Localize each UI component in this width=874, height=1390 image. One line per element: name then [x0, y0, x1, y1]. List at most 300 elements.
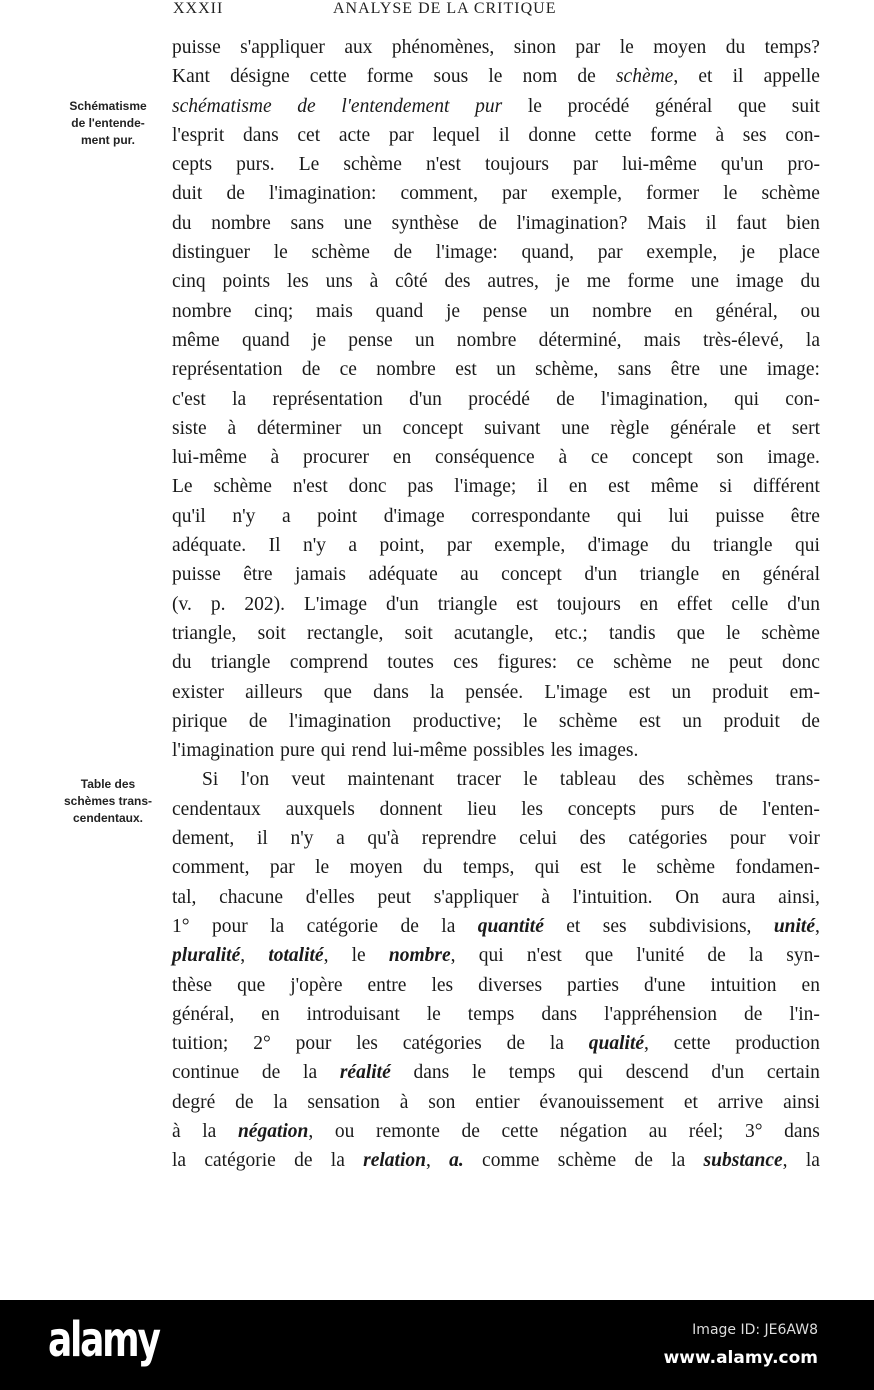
word: de [400, 915, 419, 937]
word: l'imagination, [600, 388, 708, 410]
word: comprend [289, 652, 368, 674]
word: l'esprit [172, 124, 225, 146]
word: ses [602, 915, 627, 937]
word: certain [766, 1062, 820, 1084]
word: pense [482, 300, 528, 322]
word: au [648, 1120, 668, 1142]
word: donne [528, 124, 577, 146]
text-line [172, 824, 820, 853]
word: qualité, [588, 1033, 649, 1055]
word: négation, [237, 1120, 314, 1142]
text-line [172, 414, 820, 443]
margin-note-line: cendentaux. [72, 811, 144, 825]
word: en [392, 447, 412, 469]
word: figures: [497, 652, 558, 674]
margin-note-line: de l'entende- [71, 116, 145, 130]
word: con- [785, 388, 820, 410]
word: très-élevé, [702, 329, 784, 351]
word: pur [475, 95, 503, 117]
word: cendentaux [172, 798, 261, 820]
word: je [311, 329, 326, 351]
word: son [716, 447, 744, 469]
word: la [270, 915, 285, 937]
word: nombre [592, 300, 652, 322]
word: puisse [715, 505, 765, 527]
word: c'est [172, 388, 206, 410]
word: nombre [456, 329, 517, 351]
word: l'unité [636, 945, 685, 967]
word: le [273, 242, 288, 264]
word: désigne [230, 66, 290, 88]
word: être [243, 564, 273, 586]
word: et [698, 66, 713, 88]
word: subdivisions, [649, 915, 752, 937]
word: le [726, 622, 741, 644]
word: soit [404, 622, 433, 644]
word: maintenant [347, 769, 435, 791]
word: puisse [172, 564, 221, 586]
word: concept [501, 564, 562, 586]
word: dans [784, 1120, 820, 1142]
word: p. [210, 593, 226, 615]
word: général, [715, 300, 778, 322]
word: ce [576, 652, 594, 674]
word: d'un [584, 564, 618, 586]
word: et [683, 1091, 698, 1113]
word: n'y [232, 505, 256, 527]
text-line [172, 941, 820, 970]
text-line [172, 443, 820, 472]
word: schème [311, 242, 370, 264]
word: a [348, 535, 358, 557]
word: de [226, 183, 245, 205]
word: veut [291, 769, 326, 791]
word: forme [366, 66, 414, 88]
word: même [172, 329, 220, 351]
text-line [172, 707, 820, 736]
word: a. [449, 1150, 464, 1172]
word: qu'il [172, 505, 206, 527]
word: sans [290, 212, 325, 234]
word: qui [794, 535, 820, 557]
word: ainsi, [778, 886, 820, 908]
word: la [805, 1150, 820, 1172]
word: une [343, 212, 372, 234]
text-line [172, 472, 820, 501]
word: que [323, 681, 352, 703]
word: pour [211, 915, 248, 937]
word: appelle [763, 66, 820, 88]
word: triangle [437, 593, 498, 615]
word: L'image [303, 593, 368, 615]
word: les [287, 271, 309, 293]
word: image: [766, 359, 820, 381]
word: quand, [521, 242, 575, 264]
word: ou [800, 300, 820, 322]
word: purs [660, 798, 695, 820]
word: entier [475, 1091, 520, 1113]
word: schème [558, 710, 618, 732]
word: représentation [272, 388, 383, 410]
word: 1° [172, 915, 190, 937]
word: quantité [477, 915, 544, 937]
word: suit [791, 95, 820, 117]
body-text [172, 33, 820, 1176]
word: que [737, 95, 767, 117]
word: adéquate. [172, 535, 247, 557]
word: nombre [376, 359, 436, 381]
word: de [248, 710, 268, 732]
text-line [172, 179, 820, 208]
word: cepts [172, 154, 213, 176]
word: dans [413, 1062, 450, 1084]
word: substance, [703, 1150, 788, 1172]
word: peut [728, 652, 763, 674]
word: pour [730, 828, 766, 850]
word: qui [616, 505, 642, 527]
word: l'intuition. [572, 886, 653, 908]
word: la [232, 388, 247, 410]
word: du [725, 37, 746, 58]
word: catégorie [306, 915, 379, 937]
word: d'elles [305, 886, 355, 908]
word: schème [557, 1150, 617, 1172]
word: le [723, 183, 738, 205]
word: ainsi [783, 1091, 820, 1113]
word: le [527, 95, 542, 117]
word: de [393, 242, 413, 264]
word: 3° [744, 1120, 763, 1142]
word: puisse [172, 37, 221, 58]
word: toujours [556, 593, 621, 615]
word: remonte [375, 1120, 440, 1142]
word: (v. [172, 593, 192, 615]
word: un [682, 710, 702, 732]
word: de [707, 945, 726, 967]
word: quand [375, 300, 424, 322]
word: pirique [172, 710, 228, 732]
word: générale [670, 417, 737, 439]
word: schème [761, 183, 820, 205]
word: moyen [653, 37, 707, 58]
word: introduisant [306, 1003, 400, 1025]
word: produit [723, 710, 780, 732]
word: la [749, 945, 764, 967]
word: parties [567, 974, 620, 996]
word: sensation [307, 1091, 380, 1113]
word: lequel [432, 124, 481, 146]
word: l'enten- [762, 798, 820, 820]
word: un [671, 681, 691, 703]
word: forme [627, 271, 674, 293]
word: Le [172, 476, 193, 498]
word: la [172, 1150, 187, 1172]
margin-note-line: Table des [80, 777, 136, 791]
word: produit [712, 681, 769, 703]
word: en [674, 300, 693, 322]
word: l'entendement [341, 95, 450, 117]
word: schème [613, 652, 672, 674]
word: à [541, 886, 550, 908]
word: pense [348, 329, 393, 351]
word: par [269, 857, 295, 879]
word: le [619, 37, 634, 58]
word: dans [242, 124, 279, 146]
word: pas [407, 476, 434, 498]
word: peut [377, 886, 412, 908]
word: la [303, 1062, 318, 1084]
word: unité, [773, 915, 820, 937]
word: dement, [172, 828, 235, 850]
word: des [579, 828, 606, 850]
word: du [671, 535, 691, 557]
word: le [471, 1062, 487, 1084]
word: mais [643, 329, 681, 351]
word: dans [541, 1003, 578, 1025]
word: soit [257, 622, 286, 644]
word: ce [339, 359, 357, 381]
word: il [732, 66, 744, 88]
text-line [172, 62, 820, 91]
word: Si [202, 769, 219, 791]
word: possibles [473, 740, 545, 762]
word: les [431, 974, 454, 996]
word: images. [578, 740, 639, 762]
word: la [429, 681, 445, 703]
word: n'y [302, 535, 326, 557]
word: de [301, 359, 321, 381]
word: ailleurs [245, 681, 303, 703]
word: comment, [172, 857, 250, 879]
word: du [423, 857, 443, 879]
word: point, [379, 535, 425, 557]
word: différent [753, 476, 820, 498]
word: et [566, 915, 581, 937]
text-line [172, 267, 820, 296]
text-line [172, 765, 820, 794]
word: schème [761, 622, 820, 644]
word: comme [482, 1150, 540, 1172]
word: Kant [172, 66, 210, 88]
word: mais [316, 300, 353, 322]
word: n'est [526, 945, 562, 967]
word: de [556, 388, 575, 410]
word: sert [791, 417, 820, 439]
word: tuition; [172, 1033, 229, 1055]
text-line [172, 355, 820, 384]
site-url: www.alamy.com [663, 1348, 818, 1368]
word: déterminer [256, 417, 342, 439]
word: procurer [302, 447, 370, 469]
word: s'appliquer [240, 37, 325, 58]
word: en [261, 1003, 280, 1025]
word: qui [734, 388, 760, 410]
word: degré [172, 1091, 216, 1113]
word: moyen [349, 857, 403, 879]
text-line [172, 1058, 820, 1087]
word: place [778, 242, 820, 264]
word: conséquence [435, 447, 535, 469]
word: donc [781, 652, 820, 674]
word: côté [395, 271, 428, 293]
word: procédé [567, 95, 630, 117]
word: du [800, 271, 820, 293]
word: cette [309, 66, 347, 88]
word: correspondante [471, 505, 591, 527]
word: qui [534, 857, 560, 879]
word: L'image [544, 681, 608, 703]
word: concepts [567, 798, 636, 820]
word: à [399, 1091, 409, 1113]
word: qu'à [367, 828, 400, 850]
word: l'appréhension [604, 1003, 717, 1025]
word: pro- [787, 154, 820, 176]
word: lieu [467, 798, 497, 820]
text-line [172, 238, 820, 267]
word: point [317, 505, 358, 527]
text-line [172, 971, 820, 1000]
word: de [743, 1003, 763, 1025]
word: j'opère [290, 974, 343, 996]
word: d'image [383, 505, 445, 527]
word: a [336, 828, 345, 850]
word: reprendre [421, 828, 497, 850]
word: du [172, 212, 192, 234]
word: une [690, 271, 720, 293]
word: à [227, 417, 237, 439]
word: jamais [295, 564, 346, 586]
word: par [597, 242, 623, 264]
margin-note-line: ment pur. [80, 133, 135, 147]
word: schématisme [172, 95, 272, 117]
word: donnent [379, 798, 443, 820]
word: schème [213, 476, 272, 498]
word: en [801, 974, 820, 996]
word: auxquels [285, 798, 355, 820]
word: tracer [456, 769, 501, 791]
word: son [428, 1091, 456, 1113]
word: n'est [425, 154, 461, 176]
word: toutes [387, 652, 434, 674]
text-line [172, 209, 820, 238]
word: et [756, 417, 771, 439]
word: donc [348, 476, 387, 498]
text-line [172, 678, 820, 707]
word: descend [625, 1062, 689, 1084]
word: suivant [484, 417, 541, 439]
text-line [172, 33, 820, 62]
word: temps? [764, 37, 820, 58]
word: temps [508, 1062, 556, 1084]
word: est [628, 681, 651, 703]
word: n'est [292, 476, 328, 498]
word: concept [632, 447, 693, 469]
word: la [441, 915, 456, 937]
word: relation, [363, 1150, 431, 1172]
word: que [584, 945, 614, 967]
word: de [461, 1120, 480, 1142]
text-line [172, 736, 820, 765]
word: ses [742, 124, 767, 146]
text-line [172, 121, 820, 150]
word: cinq [172, 271, 206, 293]
word: en [721, 564, 741, 586]
word: je [445, 300, 461, 322]
word: de [261, 1062, 281, 1084]
word: autres, [487, 271, 539, 293]
word: réel; [688, 1120, 724, 1142]
word: l'on [240, 769, 270, 791]
text-line [172, 560, 820, 589]
text-line [172, 883, 820, 912]
word: il [256, 828, 268, 850]
text-line [172, 150, 820, 179]
word: n'y [290, 828, 314, 850]
word: tandis [608, 622, 656, 644]
word: forme [650, 124, 697, 146]
word: représentation [172, 359, 283, 381]
word: le [523, 710, 538, 732]
text-line [172, 502, 820, 531]
word: la [805, 329, 820, 351]
word: schème [656, 857, 716, 879]
word: des [638, 769, 665, 791]
word: est [455, 359, 477, 381]
word: à [369, 271, 379, 293]
margin-note-schematisme [60, 98, 156, 149]
word: d'un [711, 1062, 745, 1084]
word: rend [351, 740, 387, 762]
word: tableau [559, 769, 617, 791]
page-number: XXXII [173, 0, 224, 17]
word: est [516, 593, 538, 615]
word: une [719, 359, 748, 381]
word: comment, [400, 183, 478, 205]
text-line [172, 92, 820, 121]
word: sinon [513, 37, 556, 58]
word: 2° [253, 1033, 271, 1055]
word: la [671, 1150, 686, 1172]
word: ce [590, 447, 609, 469]
word: pluralité, [172, 945, 246, 967]
word: lui-même [172, 447, 247, 469]
text-line [172, 853, 820, 882]
word: d'une [644, 974, 686, 996]
word: continue [172, 1062, 240, 1084]
word: cette [501, 1120, 539, 1142]
word: déterminé, [538, 329, 622, 351]
word: cette [673, 1033, 711, 1055]
word: points [222, 271, 271, 293]
word: la [202, 1120, 217, 1142]
word: le [351, 945, 366, 967]
text-line [172, 1029, 820, 1058]
word: l'imagination [172, 740, 275, 762]
word: par [388, 124, 414, 146]
word: nom [522, 66, 558, 88]
word: est [608, 476, 630, 498]
word: de [478, 212, 497, 234]
word: général [762, 564, 820, 586]
word: sous [433, 66, 469, 88]
word: négation [559, 1120, 628, 1142]
word: temps, [462, 857, 515, 879]
word: nombre [211, 212, 271, 234]
word: synthèse [391, 212, 459, 234]
word: si [719, 476, 733, 498]
word: duit [172, 183, 203, 205]
word: acutangle, [453, 622, 534, 644]
